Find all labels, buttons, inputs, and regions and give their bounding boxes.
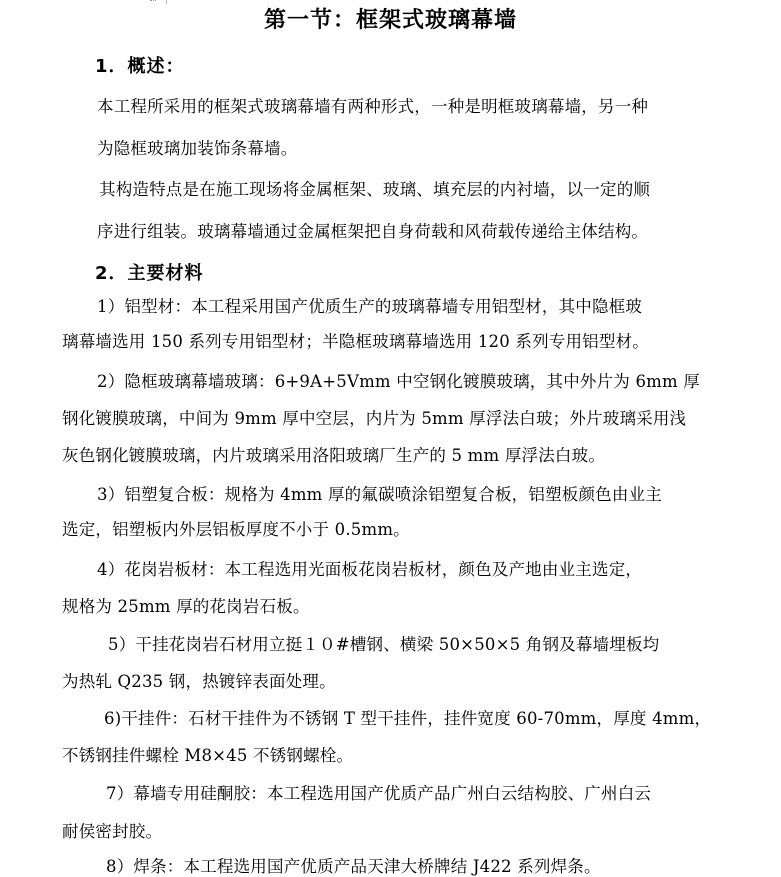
paragraph-line: 8）焊条：本工程选用国产优质产品天津大桥牌结 J422 系列焊条。	[106, 857, 601, 876]
paragraph-line: 规格为 25mm 厚的花岗岩石板。	[62, 597, 310, 616]
paragraph-line: 5）干挂花岗岩石材用立挺１０#槽钢、横梁 50×50×5 角钢及幕墙埋板均	[108, 635, 660, 654]
paragraph-line: 3）铝塑复合板：规格为 4mm 厚的氟碳喷涂铝塑复合板，铝塑板颜色由业主	[97, 485, 662, 504]
paragraph-line: 序进行组装。玻璃幕墙通过金属框架把自身荷载和风荷载传递给主体结构。	[97, 222, 649, 241]
paragraph-line: 7）幕墙专用硅酮胶：本工程选用国产优质产品广州白云结构胶、广州白云	[106, 784, 652, 803]
page-title: 第一节：框架式玻璃幕墙	[263, 8, 517, 33]
paragraph-line: 其构造特点是在施工现场将金属框架、玻璃、填充层的内衬墙，以一定的顺	[99, 180, 651, 199]
paragraph-line: 灰色钢化镀膜玻璃，内片玻璃采用洛阳玻璃厂生产的 5 mm 厚浮法白玻。	[62, 446, 606, 465]
section-heading-overview: 1．概述：	[95, 56, 185, 77]
paragraph-line: 不锈钢挂件螺栓 M8×45 不锈钢螺栓。	[62, 746, 354, 765]
section-heading-materials: 2．主要材料	[95, 263, 204, 284]
paragraph-line: 耐侯密封胶。	[62, 822, 163, 841]
paragraph-line: 为隐框玻璃加装饰条幕墙。	[97, 139, 298, 158]
paragraph-line: 为热轧 Q235 钢，热镀锌表面处理。	[62, 672, 336, 691]
paragraph-line: 1）铝型材：本工程采用国产优质生产的玻璃幕墙专用铝型材，其中隐框玻	[97, 297, 643, 316]
paragraph-line: 璃幕墙选用 150 系列专用铝型材；半隐框玻璃幕墙选用 120 系列专用铝型材。	[62, 332, 649, 351]
top-edge-mark	[150, 0, 156, 2]
paragraph-line: 4）花岗岩板材：本工程选用光面板花岗岩板材，颜色及产地由业主选定，	[97, 560, 643, 579]
paragraph-line: 选定，铝塑板内外层铝板厚度不小于 0.5mm。	[62, 520, 410, 539]
paragraph-line: 钢化镀膜玻璃，中间为 9mm 厚中空层，内片为 5mm 厚浮法白玻；外片玻璃采用浅	[62, 409, 687, 428]
paragraph-line: 2）隐框玻璃幕墙玻璃：6+9A+5Vmm 中空钢化镀膜玻璃，其中外片为 6mm 厚	[97, 372, 700, 391]
paragraph-line: 6)干挂件：石材干挂件为不锈钢 T 型干挂件，挂件宽度 60-70mm，厚度 4mm，	[104, 709, 712, 728]
paragraph-line: 本工程所采用的框架式玻璃幕墙有两种形式，一种是明框玻璃幕墙，另一种	[97, 97, 649, 116]
